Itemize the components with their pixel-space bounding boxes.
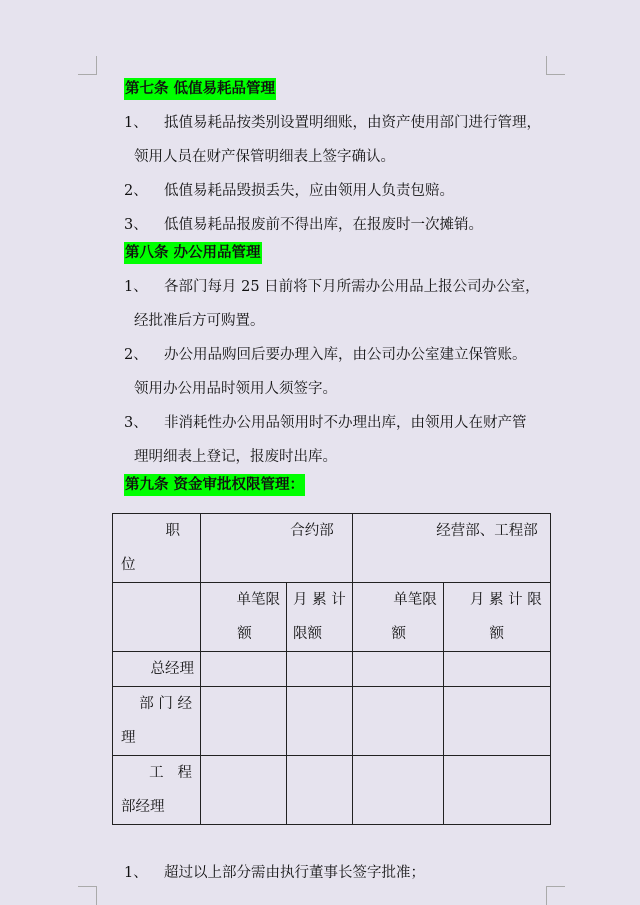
table-row [113,687,551,756]
position-header-cell: 职 位 [113,514,201,583]
list-item: 2、 办公用品购回后要办理入库，由公司办公室建立保管账。 领用办公用品时领用人须签字。 [124,347,527,397]
approval-limit-table [112,513,551,825]
footer-note: 1、 超过以上部分需由执行董事长签字批准； [124,865,425,881]
group-header-operations: 经营部、工程部 [352,514,550,583]
table-cell [352,652,443,687]
subheader-cell: 单笔限 额 [352,583,443,652]
list-item: 2、 低值易耗品毁损丢失，应由领用人负责包赔。 [124,183,454,199]
table-subheader-row [113,583,551,652]
table-row [113,652,551,687]
group-header-contract: 合约部 [201,514,353,583]
table-cell [287,687,353,756]
row-label-general-manager: 总经理 [113,652,201,687]
table-header-row [113,514,551,583]
table-cell [287,652,353,687]
table-cell [201,687,287,756]
crop-mark-top-left [78,56,97,75]
table-cell [443,652,550,687]
document-body [124,78,556,496]
crop-mark-bottom-left [78,886,97,905]
row-label-department-manager: 部 门 经 理 [113,687,201,756]
table-row [113,756,551,825]
subheader-cell: 月 累 计 限额 [287,583,353,652]
section-heading-9: 第九条 资金审批权限管理： [124,474,305,496]
table-cell [287,756,353,825]
table-cell [443,687,550,756]
list-item: 1、 各部门每月 25 日前将下月所需办公用品上报公司办公室， 经批准后方可购置。 [124,279,540,329]
table-cell [113,583,201,652]
subheader-cell: 月 累 计 限 额 [443,583,550,652]
section-heading-8: 第八条 办公用品管理 [124,242,262,264]
table-cell [201,756,287,825]
section-heading-7: 第七条 低值易耗品管理 [124,78,276,100]
row-label-engineering-manager: 工 程 部经理 [113,756,201,825]
crop-mark-top-right [546,56,565,75]
table-cell [352,687,443,756]
table-cell [352,756,443,825]
list-item: 1、 抵值易耗品按类别设置明细账，由资产使用部门进行管理， 领用人员在财产保管明细表上签字确认。 [124,115,541,165]
subheader-cell: 单笔限 额 [201,583,287,652]
table-cell [443,756,550,825]
list-item: 3、 低值易耗品报废前不得出库，在报废时一次摊销。 [124,217,483,233]
list-item: 3、 非消耗性办公用品领用时不办理出库，由领用人在财产管 理明细表上登记，报废时出库。 [124,415,527,465]
table-cell [201,652,287,687]
